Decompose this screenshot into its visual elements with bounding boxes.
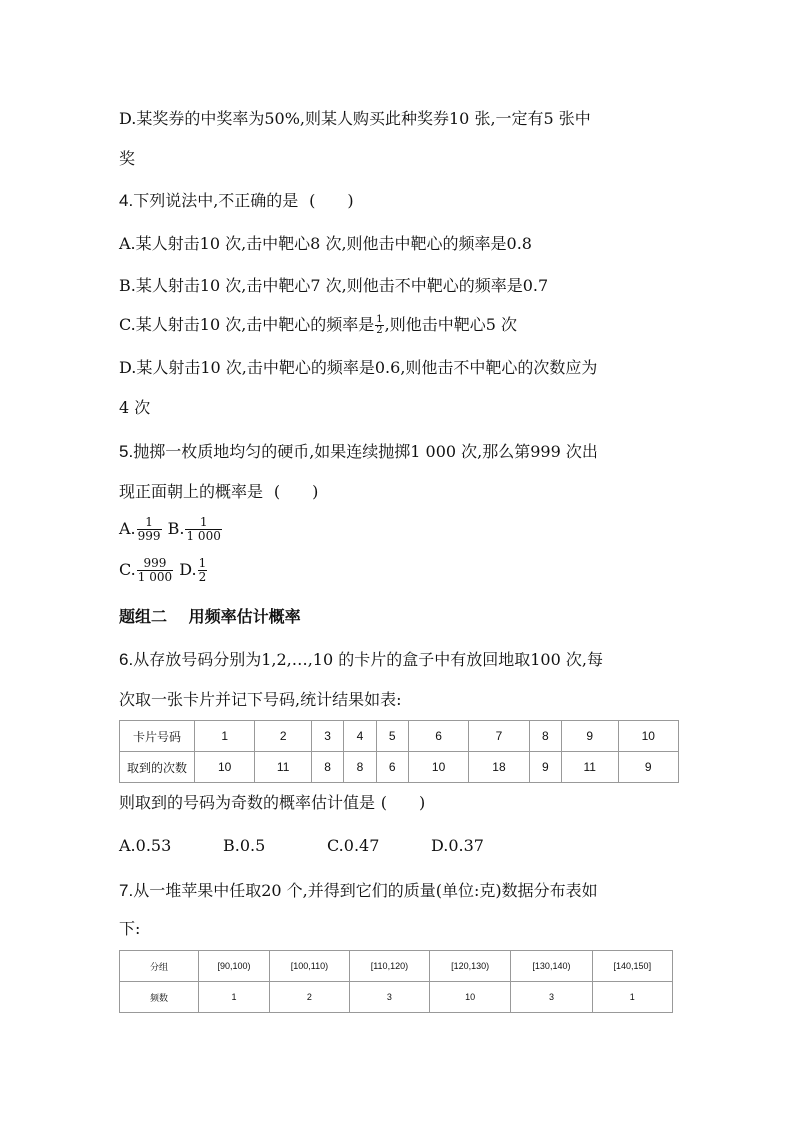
apple-weight-table	[119, 950, 673, 1013]
fraction-1-1000: $\frac{1}{1 000}$	[186, 515, 221, 543]
answer-blank: ( )	[309, 191, 354, 210]
table-row: 频数 1 2 3 10 3 1	[120, 982, 673, 1013]
fraction-1-2: $\frac{1}{2}$	[198, 556, 207, 584]
card-count-table	[119, 720, 679, 783]
q6-option-b: B.0.5	[223, 836, 266, 855]
q6-option-a: A.0.53	[119, 836, 172, 855]
question-6-line2: 次取一张卡片并记下号码,统计结果如表:	[119, 690, 402, 709]
q6-option-c: C.0.47	[327, 836, 380, 855]
q5-options-cd: C. $\frac{999}{1 000}$ D. $\frac{1}{2}$	[119, 556, 207, 584]
section-heading: 题组二 用频率估计概率	[119, 607, 301, 626]
question-5-line2: 现正面朝上的概率是 ( )	[119, 482, 324, 502]
fraction-999-1000: $\frac{999}{1 000}$	[137, 556, 173, 584]
q4-option-c-post: ,则他击中靶心5 次	[384, 315, 518, 334]
question-7-line2: 下:	[119, 919, 141, 938]
question-7-number: 7.	[119, 881, 134, 900]
q4-option-a: A.某人射击10 次,击中靶心8 次,则他击中靶心的频率是0.8	[119, 234, 532, 253]
question-5-number: 5.	[119, 442, 134, 461]
q3-option-d-line2: 奖	[119, 149, 136, 168]
question-5-line1: 5.抛掷一枚质地均匀的硬币,如果连续抛掷1 000 次,那么第999 次出	[119, 442, 598, 461]
question-4	[119, 191, 359, 211]
question-6-line3: 则取到的号码为奇数的概率估计值是 ( )	[119, 793, 431, 813]
answer-blank: ( )	[380, 793, 426, 812]
q4-option-d-line2: 4 次	[119, 398, 151, 417]
question-4-number: 4.	[119, 191, 134, 210]
question-6-number: 6.	[119, 650, 134, 669]
q4-option-c-pre: C.某人射击10 次,击中靶心的频率是	[119, 315, 375, 334]
q4-option-c	[119, 315, 517, 336]
q3-option-d-line1: D.某奖券的中奖率为50%,则某人购买此种奖券10 张,一定有5 张中	[119, 109, 591, 128]
question-4-stem: 下列说法中,不正确的是	[133, 191, 299, 210]
q4-option-d-line1: D.某人射击10 次,击中靶心的频率是0.6,则他击不中靶心的次数应为	[119, 358, 598, 377]
question-7-line1: 7.从一堆苹果中任取20 个,并得到它们的质量(单位:克)数据分布表如	[119, 881, 598, 900]
table-row: 分组 [90,100) [100,110) [110,120) [120,130) [130,140) [140,150]	[120, 951, 673, 982]
fraction-1-999: $\frac{1}{999}$	[137, 515, 161, 543]
q5-options-ab: A. $\frac{1}{999}$ B. $\frac{1}{1 000}$	[119, 515, 221, 543]
table-row: 取到的次数 10 11 8 8 6 10 18 9 11 9	[120, 752, 679, 783]
q4-option-b: B.某人射击10 次,击中靶心7 次,则他击不中靶心的频率是0.7	[119, 276, 549, 295]
q6-option-d: D.0.37	[431, 836, 484, 855]
answer-blank: ( )	[273, 482, 319, 501]
q6-options	[119, 836, 535, 856]
question-6-line1: 6.从存放号码分别为1,2,…,10 的卡片的盒子中有放回地取100 次,每	[119, 650, 603, 669]
fraction-one-half: $\frac{1}{2}$	[376, 314, 383, 336]
table-row: 卡片号码 1 2 3 4 5 6 7 8 9 10	[120, 721, 679, 752]
